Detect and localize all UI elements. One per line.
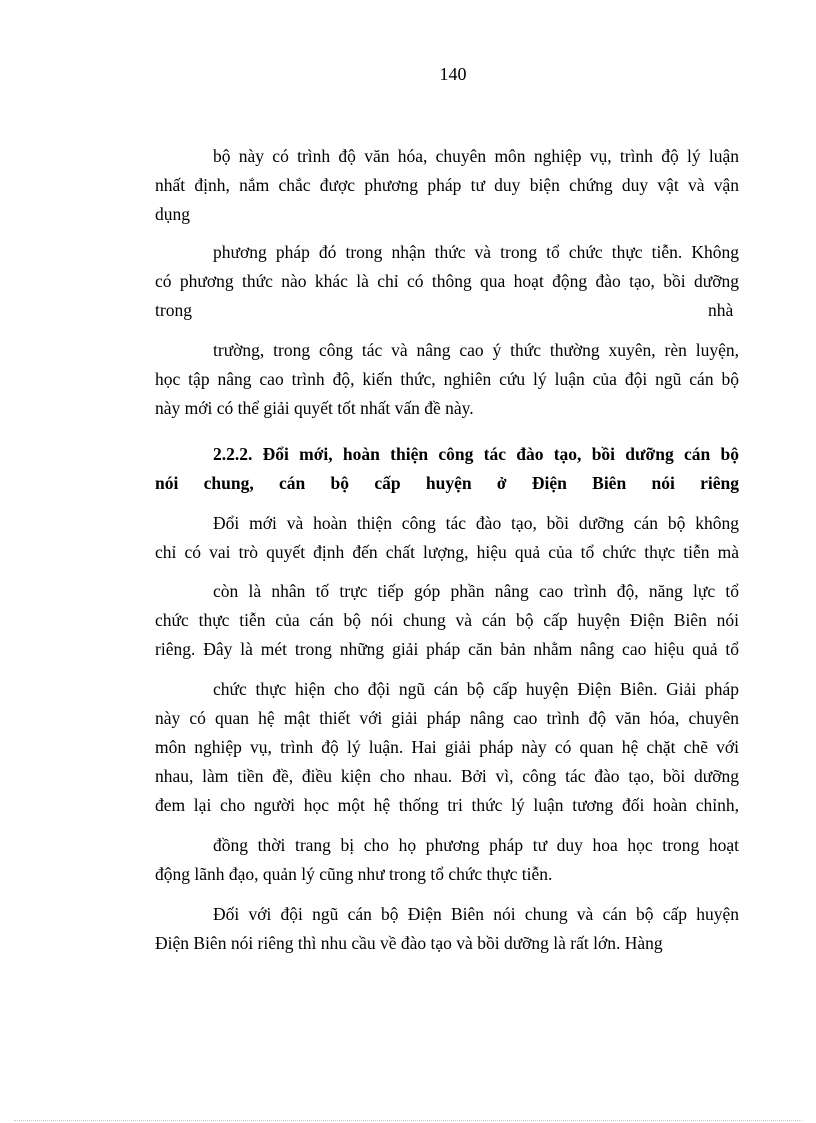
text-line: trong <box>155 300 192 320</box>
text-line: còn là nhân tố trực tiếp góp phần nâng cao trình độ, năng lực tổ <box>213 581 739 601</box>
text-line: này mới có thể giải quyết tốt nhất vấn đề này. <box>155 398 474 418</box>
text-line: Đổi mới và hoàn thiện công tác đào tạo, bồi dưỡng cán bộ không <box>213 513 739 533</box>
text-line: chức thực tiễn của cán bộ nói chung và cán bộ cấp huyện Điện Biên nói <box>155 610 739 630</box>
text-line: đồng thời trang bị cho họ phương pháp tư duy hoa học trong hoạt <box>213 835 739 855</box>
text-line: bộ này có trình độ văn hóa, chuyên môn nghiệp vụ, trình độ lý luận <box>213 146 739 166</box>
text-line: chức thực hiện cho đội ngũ cán bộ cấp huyện Điện Biên. Giải pháp <box>213 679 739 699</box>
text-line: Điện Biên nói riêng thì nhu cầu về đào tạo và bồi dưỡng là rất lớn. Hàng <box>155 933 663 953</box>
text-line: chỉ có vai trò quyết định đến chất lượng, hiệu quả của tổ chức thực tiễn mà <box>155 542 739 562</box>
section-heading: 2.2.2. Đổi mới, hoàn thiện công tác đào tạo, bồi dưỡng cán bộ <box>213 444 739 464</box>
text-line: môn nghiệp vụ, trình độ lý luận. Hai giải pháp này có quan hệ chặt chẽ với <box>155 737 739 757</box>
text-line: phương pháp đó trong nhận thức và trong tổ chức thực tiễn. Không <box>213 242 739 262</box>
text-line: nhau, làm tiền đề, điều kiện cho nhau. Bởi vì, công tác đào tạo, bồi dưỡng <box>155 766 739 786</box>
text-line: nhà <box>708 300 734 320</box>
text-line: học tập nâng cao trình độ, kiến thức, nghiên cứu lý luận của đội ngũ cán bộ <box>155 369 739 389</box>
text-line: Đối với đội ngũ cán bộ Điện Biên nói chung và cán bộ cấp huyện <box>213 904 739 924</box>
text-line: này có quan hệ mật thiết với giải pháp nâng cao trình độ văn hóa, chuyên <box>155 708 739 728</box>
text-line: dụng <box>155 204 190 224</box>
page-number: 140 <box>439 64 467 84</box>
text-line: động lãnh đạo, quản lý cũng như trong tổ chức thực tiễn. <box>155 864 553 884</box>
footer-divider <box>14 1120 802 1121</box>
text-line: riêng. Đây là mét trong những giải pháp căn bản nhằm nâng cao hiệu quả tổ <box>155 639 739 659</box>
section-heading: nói chung, cán bộ cấp huyện ở Điện Biên nói riêng <box>155 473 739 493</box>
text-line: có phương thức nào khác là chỉ có thông qua hoạt động đào tạo, bồi dưỡng <box>155 271 739 291</box>
text-line: đem lại cho người học một hệ thống tri thức lý luận tương đối hoàn chỉnh, <box>155 795 739 815</box>
text-line: nhất định, nắm chắc được phương pháp tư duy biện chứng duy vật và vận <box>155 175 739 195</box>
text-line: trường, trong công tác và nâng cao ý thức thường xuyên, rèn luyện, <box>213 340 739 360</box>
